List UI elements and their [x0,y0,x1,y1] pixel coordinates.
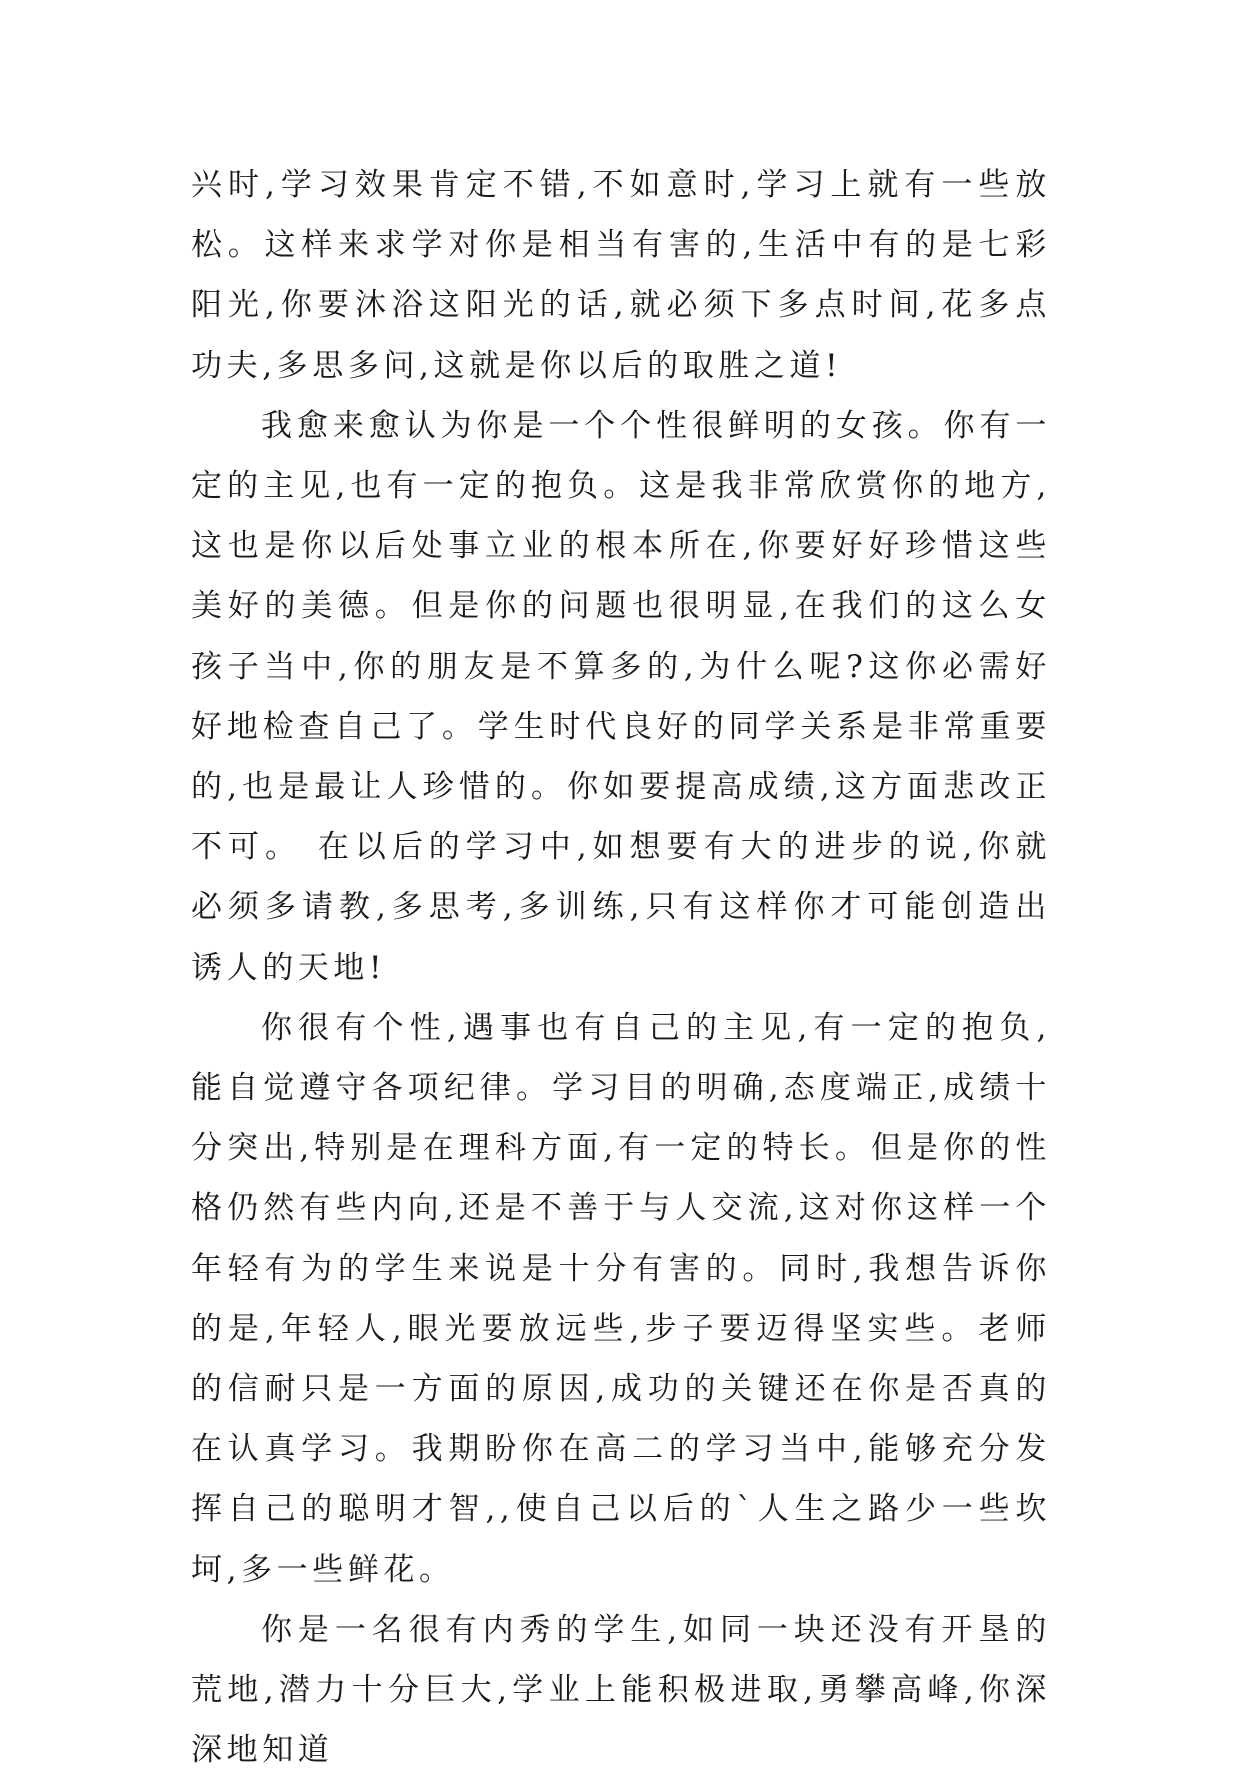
paragraph-1: 兴时,学习效果肯定不错,不如意时,学习上就有一些放松。这样来求学对你是相当有害的,生活中有的是七彩阳光,你要沐浴这阳光的话,就必须下多点时间,花多点功夫,多思多问,这就是你以后的取胜之道! [191,167,1051,384]
document-body [191,155,1051,1780]
paragraph-4: 你是一名很有内秀的学生,如同一块还没有开垦的荒地,潜力十分巨大,学业上能积极进取,勇攀高峰,你深深地知道 [191,1611,1051,1769]
paragraph-2: 我愈来愈认为你是一个个性很鲜明的女孩。你有一定的主见,也有一定的抱负。这是我非常欣赏你的地方,这也是你以后处事立业的根本所在,你要好好珍惜这些美好的美德。但是你的问题也很明显,在我们的这么女孩子当中,你的朋友是不算多的,为什么呢?这你必需好好地检查自己了。学生时代良好的同学关系是非常重要的,也是最让人珍惜的。你如要提高成绩,这方面悲改正不可。 在以后的学习中,如想要有大的进步的说,你就必须多请教,多思考,多训练,只有这样你才可能创造出诱人的天地! [191,407,1051,986]
paragraph-3: 你很有个性,遇事也有自己的主见,有一定的抱负,能自觉遵守各项纪律。学习目的明确,态度端正,成绩十分突出,特别是在理科方面,有一定的特长。但是你的性格仍然有些内向,还是不善于与人交流,这对你这样一个年轻有为的学生来说是十分有害的。同时,我想告诉你的是,年轻人,眼光要放远些,步子要迈得坚实些。老师的信耐只是一方面的原因,成功的关键还在你是否真的在认真学习。我期盼你在高二的学习当中,能够充分发挥自己的聪明才智,,使自己以后的`人生之路少一些坎坷,多一些鲜花。 [191,1009,1051,1588]
